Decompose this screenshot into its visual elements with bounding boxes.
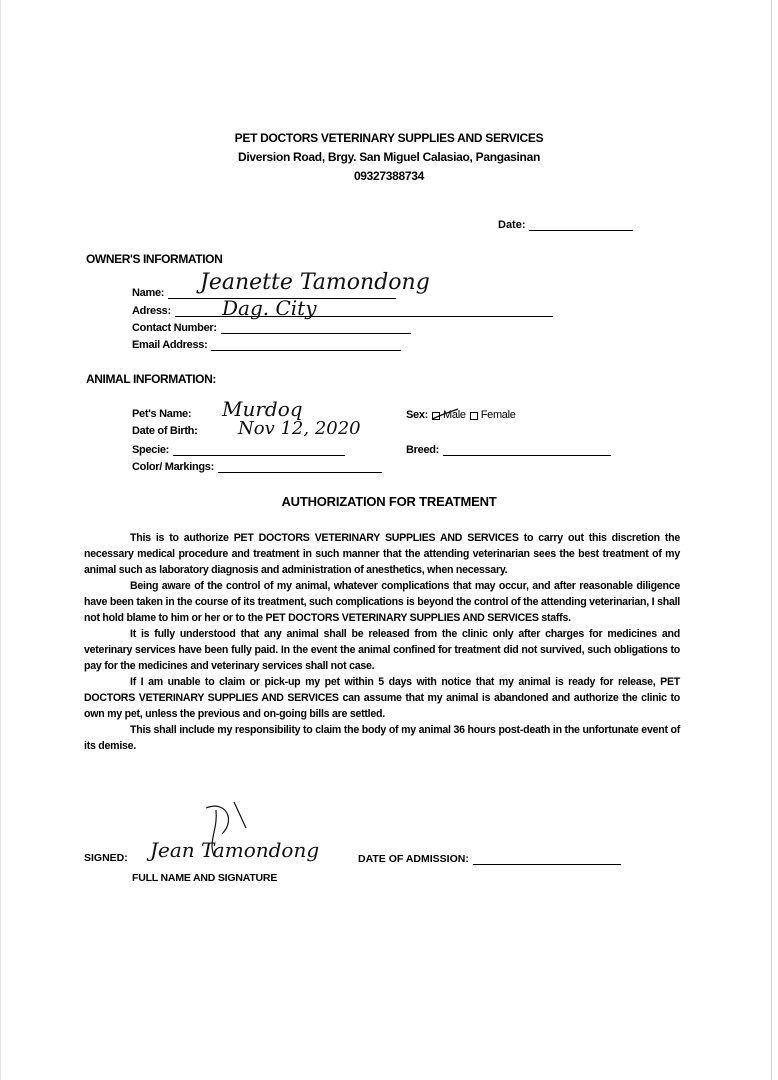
admission-date-field bbox=[358, 852, 621, 865]
company-address: Diversion Road, Brgy. San Miguel Calasiao, Pangasinan bbox=[238, 150, 540, 164]
owner-address-field bbox=[132, 304, 553, 317]
pet-name-handwriting: Murdoq bbox=[222, 397, 303, 421]
dob-label: Date of Birth: bbox=[132, 425, 198, 437]
color-field bbox=[132, 460, 382, 473]
auth-paragraph: If I am unable to claim or pick-up my pet within 5 days with notice that my animal is ready for release, PET DOCTORS VETERINARY SUPPLIES AND SERVICES can assume that my animal is abandoned and authorize the clinic to own my pet, unless the previous and on-going bills are settled. bbox=[84, 676, 680, 720]
specie-field bbox=[132, 443, 345, 456]
breed-line bbox=[443, 443, 611, 456]
owner-section-title: OWNER'S INFORMATION bbox=[86, 252, 223, 266]
auth-paragraph: It is fully understood that any animal shall be released from the clinic only after charges for medicines and veterinary services have been fully paid. In the event the animal confined for treatment did not survived, such obligations to pay for the medicines and veterinary services shall not case. bbox=[84, 628, 680, 672]
authorization-body bbox=[84, 530, 680, 754]
breed-label: Breed: bbox=[406, 444, 440, 456]
auth-paragraph: Being aware of the control of my animal, whatever complications that may occur, and after reasonable diligence have been taken in the course of its treatment, such complications is beyond the control of the attending veterinarian, I shall not hold blame to him or her or to the PET DOCTORS VETERINARY SUPPLIES AND SERVICES staffs. bbox=[84, 580, 680, 624]
auth-paragraph: This is to authorize PET DOCTORS VETERINARY SUPPLIES AND SERVICES to carry out this discretion the necessary medical procedure and treatment in such manner that the attending veterinarian sees the best treatment of my animal such as laboratory diagnosis and administration of anesthetics, when necessary. bbox=[84, 532, 680, 576]
specie-label: Specie: bbox=[132, 444, 170, 456]
date-line bbox=[529, 218, 633, 231]
signed-label: SIGNED: bbox=[84, 852, 128, 864]
owner-name-label: Name: bbox=[132, 287, 165, 299]
owner-email-line bbox=[211, 338, 401, 351]
male-option-label: Male bbox=[443, 409, 466, 421]
male-check-mark bbox=[430, 408, 460, 422]
company-phone: 09327388734 bbox=[353, 169, 425, 183]
authorization-title: AUTHORIZATION FOR TREATMENT bbox=[281, 494, 497, 509]
female-checkbox[interactable] bbox=[470, 412, 478, 420]
pet-name-field bbox=[132, 408, 191, 420]
company-name: PET DOCTORS VETERINARY SUPPLIES AND SERVICES bbox=[234, 131, 544, 145]
breed-field bbox=[406, 443, 611, 456]
admission-date-line bbox=[473, 852, 621, 865]
date-field bbox=[498, 218, 633, 231]
animal-section-title: ANIMAL INFORMATION: bbox=[86, 372, 216, 386]
owner-contact-line bbox=[221, 321, 411, 334]
full-name-signature-label: FULL NAME AND SIGNATURE bbox=[132, 872, 278, 884]
female-option-label: Female bbox=[480, 409, 516, 421]
owner-address-handwriting: Dag. City bbox=[222, 296, 317, 320]
owner-email-field bbox=[132, 338, 401, 351]
owner-name-handwriting: Jeanette Tamondong bbox=[200, 270, 430, 295]
color-label: Color/ Markings: bbox=[132, 461, 214, 473]
dob-handwriting: Nov 12, 2020 bbox=[238, 418, 361, 439]
signature-flourish bbox=[196, 800, 256, 860]
specie-line bbox=[173, 443, 345, 456]
color-line bbox=[218, 460, 382, 473]
sex-field bbox=[406, 409, 516, 421]
auth-paragraph: This shall include my responsibility to claim the body of my animal 36 hours post-death in the unfortunate event of its demise. bbox=[84, 724, 680, 752]
owner-address-label: Adress: bbox=[132, 305, 171, 317]
date-label: Date: bbox=[498, 219, 526, 231]
document-header bbox=[0, 128, 778, 185]
dob-field bbox=[132, 425, 197, 437]
sex-label: Sex: bbox=[406, 409, 429, 421]
admission-date-label: DATE OF ADMISSION: bbox=[358, 853, 469, 865]
owner-contact-label: Contact Number: bbox=[132, 322, 217, 334]
owner-contact-field bbox=[132, 321, 411, 334]
pet-name-label: Pet's Name: bbox=[132, 408, 192, 420]
owner-email-label: Email Address: bbox=[132, 339, 208, 351]
signature-handwriting: Jean Tamondong bbox=[150, 838, 320, 862]
